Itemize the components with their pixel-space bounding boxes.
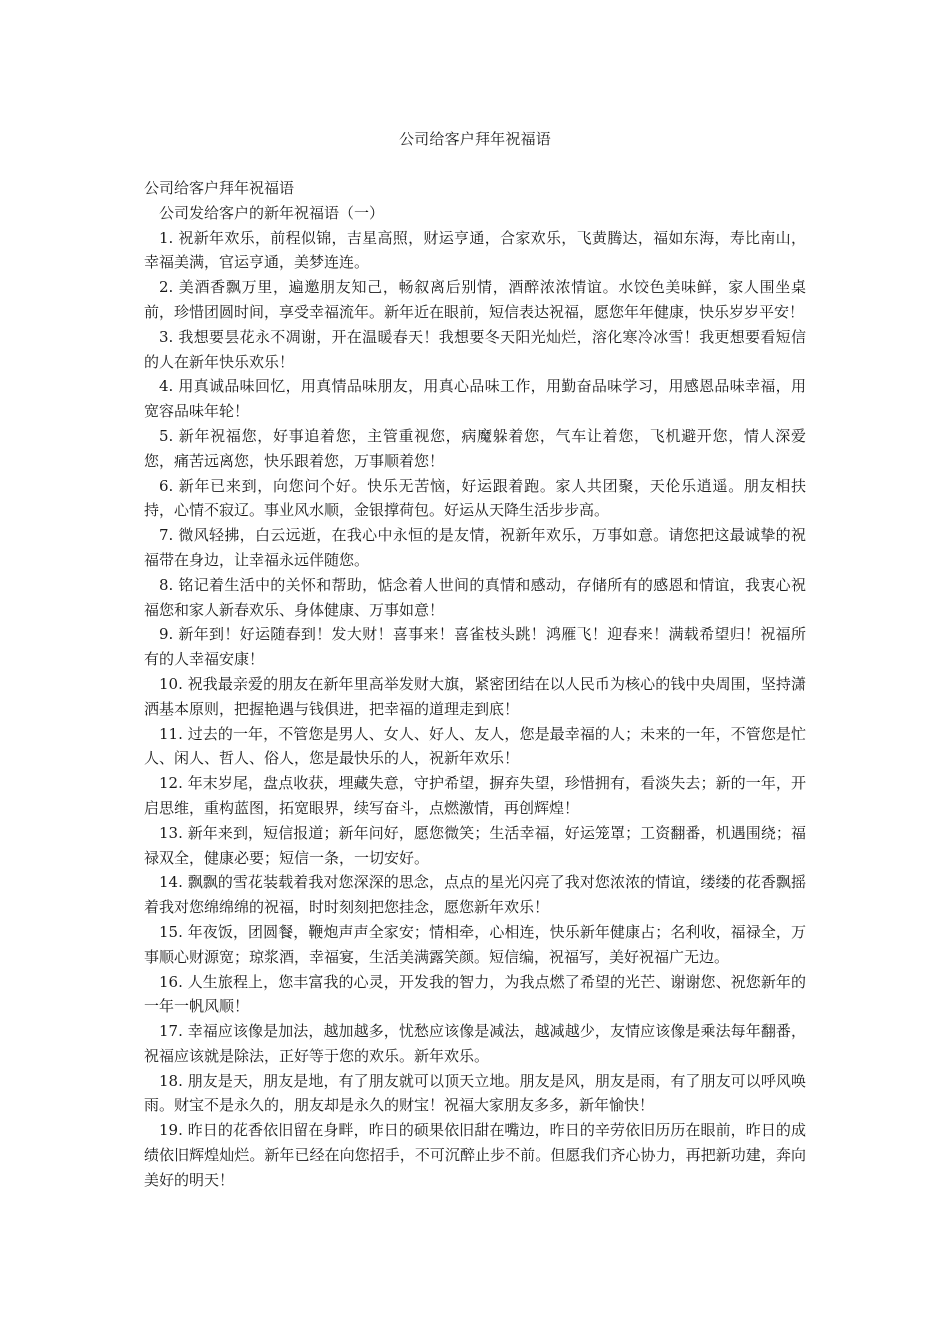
greeting-item-17: 17. 幸福应该像是加法，越加越多，忧愁应该像是减法，越减越少，友情应该像是乘法每年翻番，祝福应该就是除法，正好等于您的欢乐。新年欢乐。: [144, 1022, 806, 1065]
greeting-item-16: 16. 人生旅程上，您丰富我的心灵，开发我的智力，为我点燃了希望的光芒、谢谢您、祝您新年的一年一帆风顺！: [144, 972, 806, 1016]
greeting-item-6: 6. 新年已来到，向您问个好。快乐无苦恼，好运跟着跑。家人共团聚，天伦乐逍遥。朋友相扶持，心情不寂辽。事业风水顺，金银撑荷包。好运从天降生活步步高。: [144, 476, 806, 520]
document-title: 公司给客户拜年祝福语: [398, 130, 551, 148]
greeting-item-7: 7. 微风轻拂，白云远逝，在我心中永恒的是友情，祝新年欢乐，万事如意。请您把这最诚挚的祝福带在身边，让幸福永远伴随您。: [144, 526, 806, 569]
greeting-item-3: 3. 我想要昙花永不凋谢，开在温暖春天！我想要冬天阳光灿烂，溶化寒冷冰雪！我更想要看短信的人在新年快乐欢乐！: [144, 327, 806, 371]
greeting-item-13: 13. 新年来到，短信报道；新年问好，愿您微笑；生活幸福，好运笼罩；工资翻番，机遇围绕；福禄双全，健康必要；短信一条，一切安好。: [144, 823, 806, 867]
document-body: [144, 176, 806, 1193]
greeting-item-15: 15. 年夜饭，团圆餐，鞭炮声声全家安；情相牵，心相连，快乐新年健康占；名利收，福禄全，万事顺心财源宽；琼浆酒，幸福宴，生活美满露笑颜。短信编，祝福写，美好祝福广无边。: [144, 922, 806, 966]
greeting-item-4: 4. 用真诚品味回忆，用真情品味朋友，用真心品味工作，用勤奋品味学习，用感恩品味幸福，用宽容品味年轮！: [144, 377, 806, 421]
greeting-item-10: 10. 祝我最亲爱的朋友在新年里高举发财大旗，紧密团结在以人民币为核心的钱中央周围，坚持潇洒基本原则，把握艳遇与钱俱进，把幸福的道理走到底！: [144, 674, 806, 718]
greeting-item-12: 12. 年末岁尾，盘点收获，埋藏失意，守护希望，摒弃失望，珍惜拥有，看淡失去；新的一年，开启思维，重构蓝图，拓宽眼界，续写奋斗，点燃激情，再创辉煌！: [144, 774, 806, 817]
greeting-item-14: 14. 飘飘的雪花装载着我对您深深的思念，点点的星光闪亮了我对您浓浓的情谊，缕缕的花香飘摇着我对您绵绵绵的祝福，时时刻刻把您挂念，愿您新年欢乐！: [144, 873, 806, 917]
section-heading: 公司给客户拜年祝福语: [144, 179, 295, 197]
greeting-item-19: 19. 昨日的花香依旧留在身畔，昨日的硕果依旧甜在嘴边，昨日的辛劳依旧历历在眼前，昨日的成绩依旧辉煌灿烂。新年已经在向您招手，不可沉醉止步不前。但愿我们齐心协力，再把新功建，奔向美好的明天！: [144, 1121, 806, 1189]
greeting-item-11: 11. 过去的一年，不管您是男人、女人、好人、友人，您是最幸福的人；未来的一年，不管您是忙人、闲人、哲人、俗人，您是最快乐的人，祝新年欢乐！: [144, 724, 806, 768]
greeting-item-2: 2. 美酒香飘万里，遍邀朋友知己，畅叙离后别情，酒醉浓浓情谊。水饺色美味鲜，家人围坐桌前，珍惜团圆时间，享受幸福流年。新年近在眼前，短信表达祝福，愿您年年健康，快乐岁岁平安！: [144, 278, 806, 321]
greeting-item-5: 5. 新年祝福您，好事追着您，主管重视您，病魔躲着您，气车让着您，飞机避开您，情人深爱您，痛苦远离您，快乐跟着您，万事顺着您！: [144, 426, 806, 470]
greeting-item-1: 1. 祝新年欢乐，前程似锦，吉星高照，财运亨通，合家欢乐，飞黄腾达，福如东海，寿比南山，幸福美满，官运亨通，美梦连连。: [144, 228, 806, 272]
greeting-item-8: 8. 铭记着生活中的关怀和帮助，惦念着人世间的真情和感动，存储所有的感恩和情谊，我衷心祝福您和家人新春欢乐、身体健康、万事如意！: [144, 575, 806, 619]
greeting-item-9: 9. 新年到！好运随春到！发大财！喜事来！喜雀枝头跳！鸿雁飞！迎春来！满载希望归！祝福所有的人幸福安康！: [144, 625, 806, 669]
greeting-item-18: 18. 朋友是天，朋友是地，有了朋友就可以顶天立地。朋友是风，朋友是雨，有了朋友可以呼风唤雨。财宝不是永久的，朋友却是永久的财宝！祝福大家朋友多多，新年愉快！: [144, 1071, 806, 1115]
section-subheading: 公司发给客户的新年祝福语（一）: [159, 203, 385, 222]
